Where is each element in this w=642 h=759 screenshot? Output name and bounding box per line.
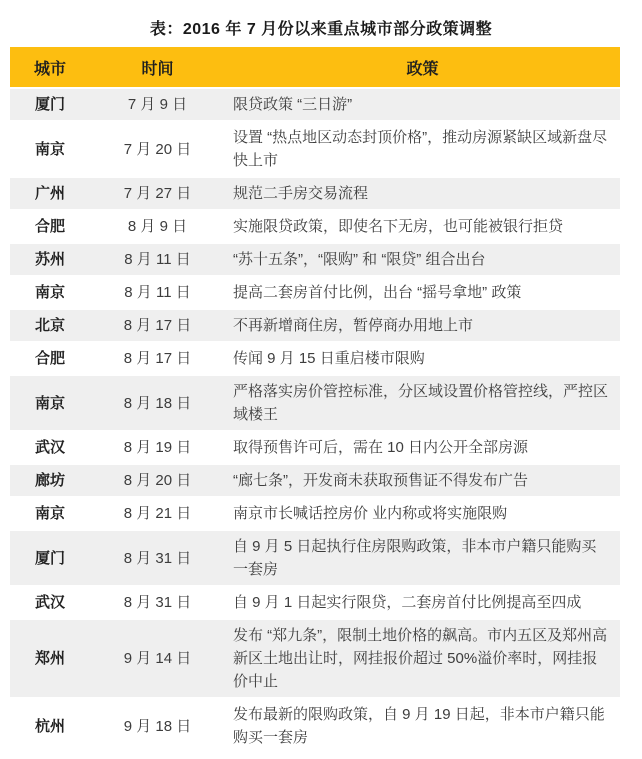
city-cell: 武汉 xyxy=(10,432,90,463)
city-cell: 武汉 xyxy=(10,587,90,618)
date-cell: 9 月 14 日 xyxy=(90,620,225,697)
date-cell: 7 月 27 日 xyxy=(90,178,225,209)
policy-cell: 实施限贷政策，即使名下无房，也可能被银行拒贷 xyxy=(225,211,620,242)
date-cell: 8 月 20 日 xyxy=(90,465,225,496)
table-row xyxy=(10,89,620,120)
policy-cell: 不再新增商住房，暂停商办用地上市 xyxy=(225,310,620,341)
table-row xyxy=(10,620,620,697)
table-row xyxy=(10,376,620,430)
table-row xyxy=(10,310,620,341)
policy-cell: 自 9 月 1 日起实行限贷，二套房首付比例提高至四成 xyxy=(225,587,620,618)
city-cell: 合肥 xyxy=(10,211,90,242)
table-row xyxy=(10,178,620,209)
city-cell: 郑州 xyxy=(10,620,90,697)
city-cell: 南京 xyxy=(10,122,90,176)
date-cell: 8 月 17 日 xyxy=(90,343,225,374)
policy-cell: 限贷政策 “三日游” xyxy=(225,89,620,120)
city-cell: 杭州 xyxy=(10,699,90,753)
city-cell: 北京 xyxy=(10,310,90,341)
policy-cell: 规范二手房交易流程 xyxy=(225,178,620,209)
table-row xyxy=(10,244,620,275)
policy-cell: “苏十五条”，“限购” 和 “限贷” 组合出台 xyxy=(225,244,620,275)
table-row xyxy=(10,277,620,308)
city-cell: 厦门 xyxy=(10,89,90,120)
table-row xyxy=(10,465,620,496)
date-cell: 8 月 17 日 xyxy=(90,310,225,341)
city-cell: 南京 xyxy=(10,277,90,308)
policy-cell: 传闻 9 月 15 日重启楼市限购 xyxy=(225,343,620,374)
table-row xyxy=(10,587,620,618)
date-cell: 8 月 31 日 xyxy=(90,587,225,618)
table-row xyxy=(10,498,620,529)
policy-cell: 发布 “郑九条”，限制土地价格的飙高。市内五区及郑州高新区土地出让时，网挂报价超过 50%溢价率时，网挂报价中止 xyxy=(225,620,620,697)
date-cell: 8 月 18 日 xyxy=(90,376,225,430)
policy-cell: 取得预售许可后，需在 10 日内公开全部房源 xyxy=(225,432,620,463)
table-title: 表：2016 年 7 月份以来重点城市部分政策调整 xyxy=(149,21,493,38)
city-cell: 南京 xyxy=(10,498,90,529)
date-cell: 8 月 11 日 xyxy=(90,277,225,308)
date-cell: 8 月 9 日 xyxy=(90,211,225,242)
city-cell: 苏州 xyxy=(10,244,90,275)
date-cell: 8 月 21 日 xyxy=(90,498,225,529)
date-cell: 8 月 11 日 xyxy=(90,244,225,275)
table-row xyxy=(10,432,620,463)
date-cell: 8 月 19 日 xyxy=(90,432,225,463)
table-row xyxy=(10,122,620,176)
table-header-row xyxy=(10,47,620,87)
column-header-date: 时间 xyxy=(90,47,225,87)
table-row xyxy=(10,699,620,753)
date-cell: 8 月 31 日 xyxy=(90,531,225,585)
table-row xyxy=(10,211,620,242)
table-body xyxy=(10,89,620,753)
table-row xyxy=(10,531,620,585)
policy-cell: “廊七条”，开发商未获取预售证不得发布广告 xyxy=(225,465,620,496)
policy-cell: 发布最新的限购政策，自 9 月 19 日起，非本市户籍只能购买一套房 xyxy=(225,699,620,753)
city-cell: 廊坊 xyxy=(10,465,90,496)
policy-cell: 南京市长喊话控房价 业内称或将实施限购 xyxy=(225,498,620,529)
policy-cell: 自 9 月 5 日起执行住房限购政策，非本市户籍只能购买一套房 xyxy=(225,531,620,585)
city-cell: 广州 xyxy=(10,178,90,209)
city-cell: 南京 xyxy=(10,376,90,430)
city-cell: 厦门 xyxy=(10,531,90,585)
policy-table xyxy=(10,45,620,755)
policy-cell: 提高二套房首付比例，出台 “摇号拿地” 政策 xyxy=(225,277,620,308)
date-cell: 7 月 9 日 xyxy=(90,89,225,120)
policy-cell: 严格落实房价管控标准，分区域设置价格管控线，严控区域楼王 xyxy=(225,376,620,430)
date-cell: 9 月 18 日 xyxy=(90,699,225,753)
city-cell: 合肥 xyxy=(10,343,90,374)
column-header-city: 城市 xyxy=(10,47,90,87)
table-row xyxy=(10,343,620,374)
policy-cell: 设置 “热点地区动态封顶价格”，推动房源紧缺区域新盘尽快上市 xyxy=(225,122,620,176)
column-header-policy: 政策 xyxy=(225,47,620,87)
date-cell: 7 月 20 日 xyxy=(90,122,225,176)
